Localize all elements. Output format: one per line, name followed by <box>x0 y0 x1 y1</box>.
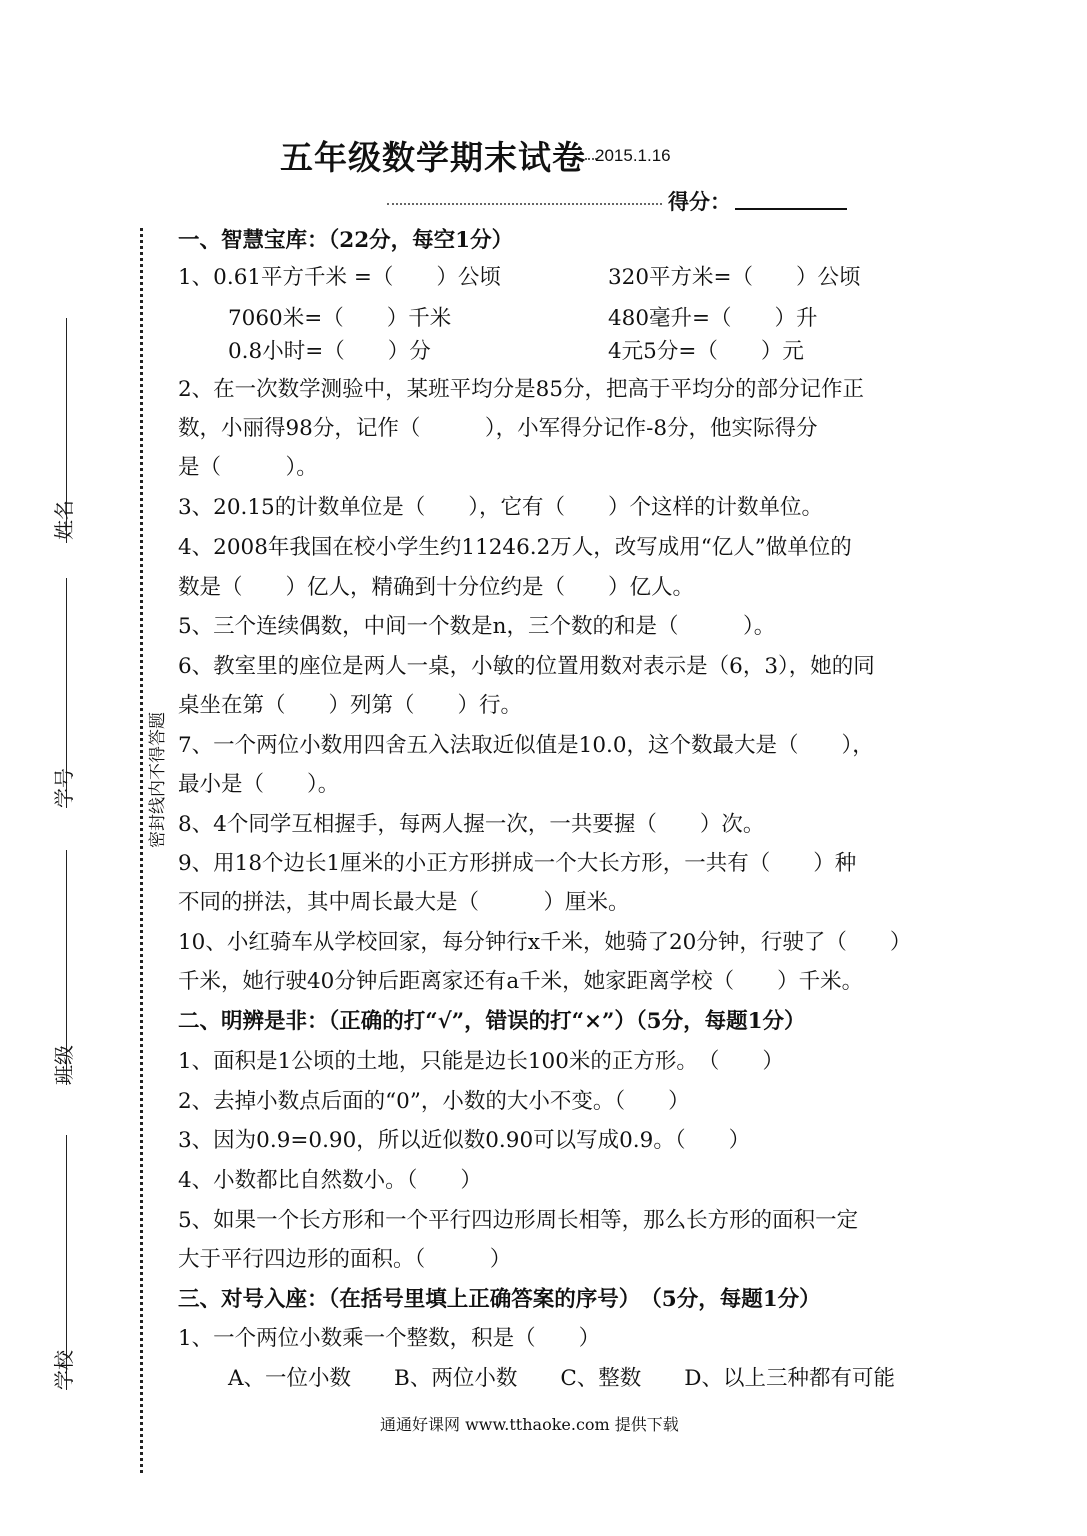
question-line: 5、三个连续偶数，中间一个数是n，三个数的和是（ ）。 <box>178 614 776 639</box>
question-line: 不同的拼法，其中周长最大是（ ）厘米。 <box>178 890 630 915</box>
student-id-label: 学号 <box>52 768 76 808</box>
footer-source: 通通好课网 www.tthaoke.com 提供下载 <box>380 1415 679 1434</box>
seal-line <box>140 228 143 1473</box>
exam-title: 五年级数学期末试卷 <box>280 138 586 177</box>
question-line: 4、小数都比自然数小。（ ） <box>178 1168 482 1193</box>
answer-options: A、一位小数 B、两位小数 C、整数 D、以上三种都有可能 <box>228 1366 896 1391</box>
question-line: 4、2008年我国在校小学生约11246.2万人，改写成用“亿人”做单位的 <box>178 535 852 560</box>
class-label: 班级 <box>52 1045 76 1085</box>
question-line: 千米，她行驶40分钟后距离家还有a千米，她家距离学校（ ）千米。 <box>178 969 864 994</box>
question-line: 1、面积是1公顷的土地，只能是边长100米的正方形。 （ ） <box>178 1049 784 1074</box>
exam-date: 2015.1.16 <box>595 146 671 165</box>
question-line: 1、0.61平方千米 =（ ）公顷 <box>178 265 501 290</box>
question-line: 320平方米=（ ）公顷 <box>608 265 861 290</box>
question-line: 桌坐在第（ ）列第（ ）行。 <box>178 693 523 718</box>
seal-line-note: 密封线内不得答题 <box>148 712 168 848</box>
question-line: 数是（ ）亿人，精确到十分位约是（ ）亿人。 <box>178 575 695 600</box>
question-line: 9、用18个边长1厘米的小正方形拼成一个大长方形，一共有（ ）种 <box>178 851 857 876</box>
question-line: 是（ ）。 <box>178 455 318 480</box>
name-label: 姓名 <box>52 500 76 540</box>
question-line: 数，小丽得98分，记作（ ），小军得分记作-8分，他实际得分 <box>178 416 818 441</box>
school-label: 学校 <box>52 1350 76 1390</box>
question-line: 2、去掉小数点后面的“0”，小数的大小不变。（ ） <box>178 1089 690 1114</box>
section-3-heading: 三、对号入座：（在括号里填上正确答案的序号） （5分，每题1分） <box>178 1287 821 1312</box>
question-line: 5、如果一个长方形和一个平行四边形周长相等，那么长方形的面积一定 <box>178 1208 859 1233</box>
score-label: 得分： <box>668 189 731 214</box>
score-dotted-leader <box>387 203 662 205</box>
score-blank[interactable] <box>735 208 847 210</box>
question-line: 0.8小时=（ ）分 <box>228 339 431 364</box>
question-line: 8、4个同学互相握手，每两人握一次，一共要握（ ）次。 <box>178 812 765 837</box>
question-line: 6、教室里的座位是两人一桌，小敏的位置用数对表示是（6，3），她的同 <box>178 654 875 679</box>
question-line: 3、因为0.9=0.90，所以近似数0.90可以写成0.9。（ ） <box>178 1128 751 1153</box>
question-line: 3、20.15的计数单位是（ ），它有（ ）个这样的计数单位。 <box>178 495 823 520</box>
question-line: 7、一个两位小数用四舍五入法取近似值是10.0，这个数最大是（ ）， <box>178 733 874 758</box>
question-line: 大于平行四边形的面积。（ ） <box>178 1247 512 1272</box>
question-line: 最小是（ ）。 <box>178 772 340 797</box>
question-line: 480毫升=（ ）升 <box>608 306 818 331</box>
section-2-heading: 二、明辨是非：（正确的打“√”，错误的打“×”）（5分，每题1分） <box>178 1009 806 1034</box>
section-1-heading: 一、智慧宝库：（22分，每空1分） <box>178 228 514 253</box>
question-line: 10、小红骑车从学校回家，每分钟行x千米，她骑了20分钟，行驶了（ ） <box>178 930 912 955</box>
question-line: 4元5分=（ ）元 <box>608 339 804 364</box>
question-line: 7060米=（ ）千米 <box>228 306 452 331</box>
question-line: 2、在一次数学测验中，某班平均分是85分，把高于平均分的部分记作正 <box>178 377 865 402</box>
question-line: 1、一个两位小数乘一个整数，积是（ ） <box>178 1326 601 1351</box>
